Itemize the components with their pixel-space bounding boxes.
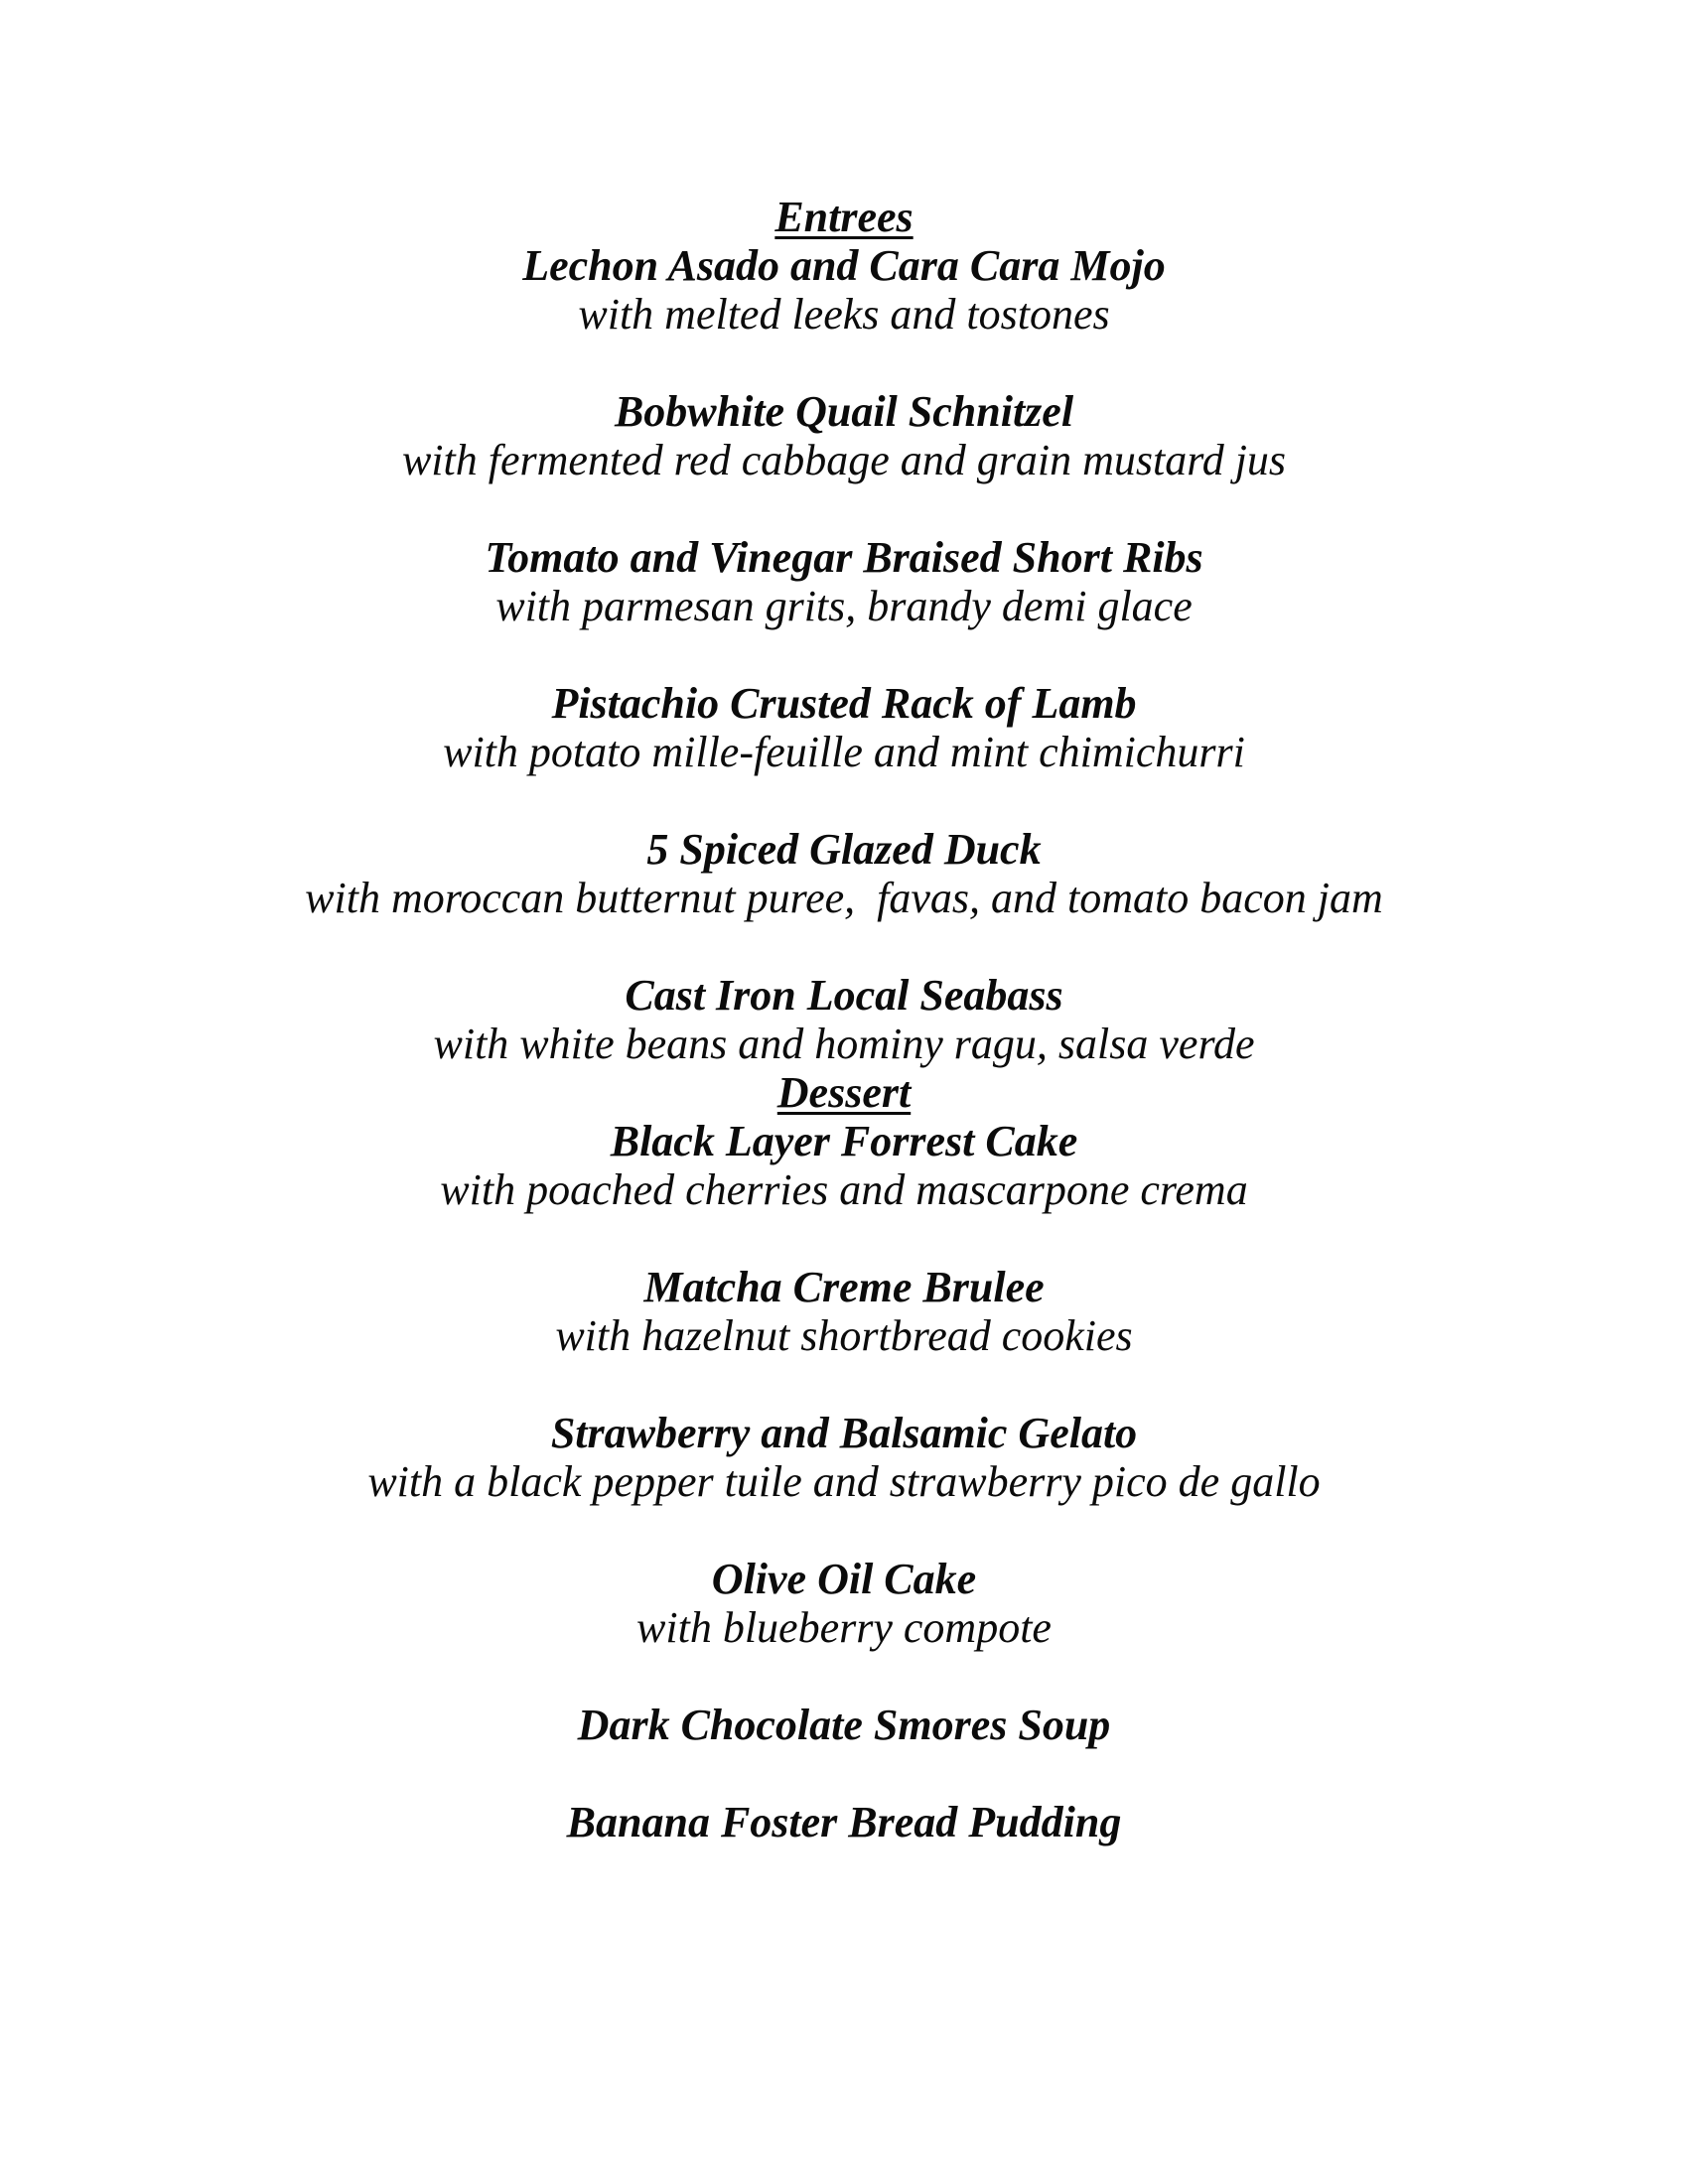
menu-item bbox=[0, 1701, 1688, 1749]
menu-item-description: with a black pepper tuile and strawberry pico de gallo bbox=[367, 1457, 1321, 1506]
menu-item-name: Cast Iron Local Seabass bbox=[625, 971, 1063, 1020]
menu-item-description: with melted leeks and tostones bbox=[578, 290, 1110, 339]
menu-item bbox=[0, 1409, 1688, 1506]
menu-item-name: Banana Foster Bread Pudding bbox=[566, 1798, 1122, 1846]
menu-item-description: with white beans and hominy ragu, salsa verde bbox=[433, 1020, 1255, 1068]
menu-item-name: Matcha Creme Brulee bbox=[643, 1263, 1045, 1311]
menu-item-description: with parmesan grits, brandy demi glace bbox=[495, 582, 1193, 630]
menu-item-name: 5 Spiced Glazed Duck bbox=[646, 825, 1042, 874]
menu-item-name: Lechon Asado and Cara Cara Mojo bbox=[522, 241, 1166, 290]
menu-item-name: Black Layer Forrest Cake bbox=[610, 1117, 1078, 1165]
menu-item-description: with moroccan butternut puree, favas, and tomato bacon jam bbox=[305, 874, 1383, 922]
menu-item bbox=[0, 825, 1688, 922]
menu-item-name: Olive Oil Cake bbox=[711, 1555, 977, 1603]
menu-item bbox=[0, 1117, 1688, 1214]
menu-item bbox=[0, 241, 1688, 339]
menu-item-description: with fermented red cabbage and grain mustard jus bbox=[401, 436, 1287, 484]
menu-item-description: with poached cherries and mascarpone crema bbox=[440, 1165, 1248, 1214]
menu-item bbox=[0, 533, 1688, 630]
menu-item bbox=[0, 1263, 1688, 1360]
menu-item bbox=[0, 387, 1688, 484]
menu-item-description: with hazelnut shortbread cookies bbox=[555, 1311, 1133, 1360]
menu-item bbox=[0, 971, 1688, 1068]
menu-item-name: Tomato and Vinegar Braised Short Ribs bbox=[485, 533, 1203, 582]
menu-section-entrees bbox=[0, 193, 1688, 1068]
section-header-dessert: Dessert bbox=[776, 1068, 912, 1117]
menu-item bbox=[0, 1555, 1688, 1652]
menu-item-name: Strawberry and Balsamic Gelato bbox=[550, 1409, 1138, 1457]
menu-item bbox=[0, 1798, 1688, 1846]
menu-section-dessert bbox=[0, 1068, 1688, 1846]
menu-item-description: with potato mille-feuille and mint chimichurri bbox=[443, 728, 1245, 776]
section-header-entrees: Entrees bbox=[774, 193, 914, 241]
menu-item-name: Dark Chocolate Smores Soup bbox=[577, 1701, 1111, 1749]
menu-item bbox=[0, 679, 1688, 776]
menu-item-name: Bobwhite Quail Schnitzel bbox=[614, 387, 1074, 436]
menu-item-name: Pistachio Crusted Rack of Lamb bbox=[551, 679, 1137, 728]
menu-item-description: with blueberry compote bbox=[636, 1603, 1052, 1652]
